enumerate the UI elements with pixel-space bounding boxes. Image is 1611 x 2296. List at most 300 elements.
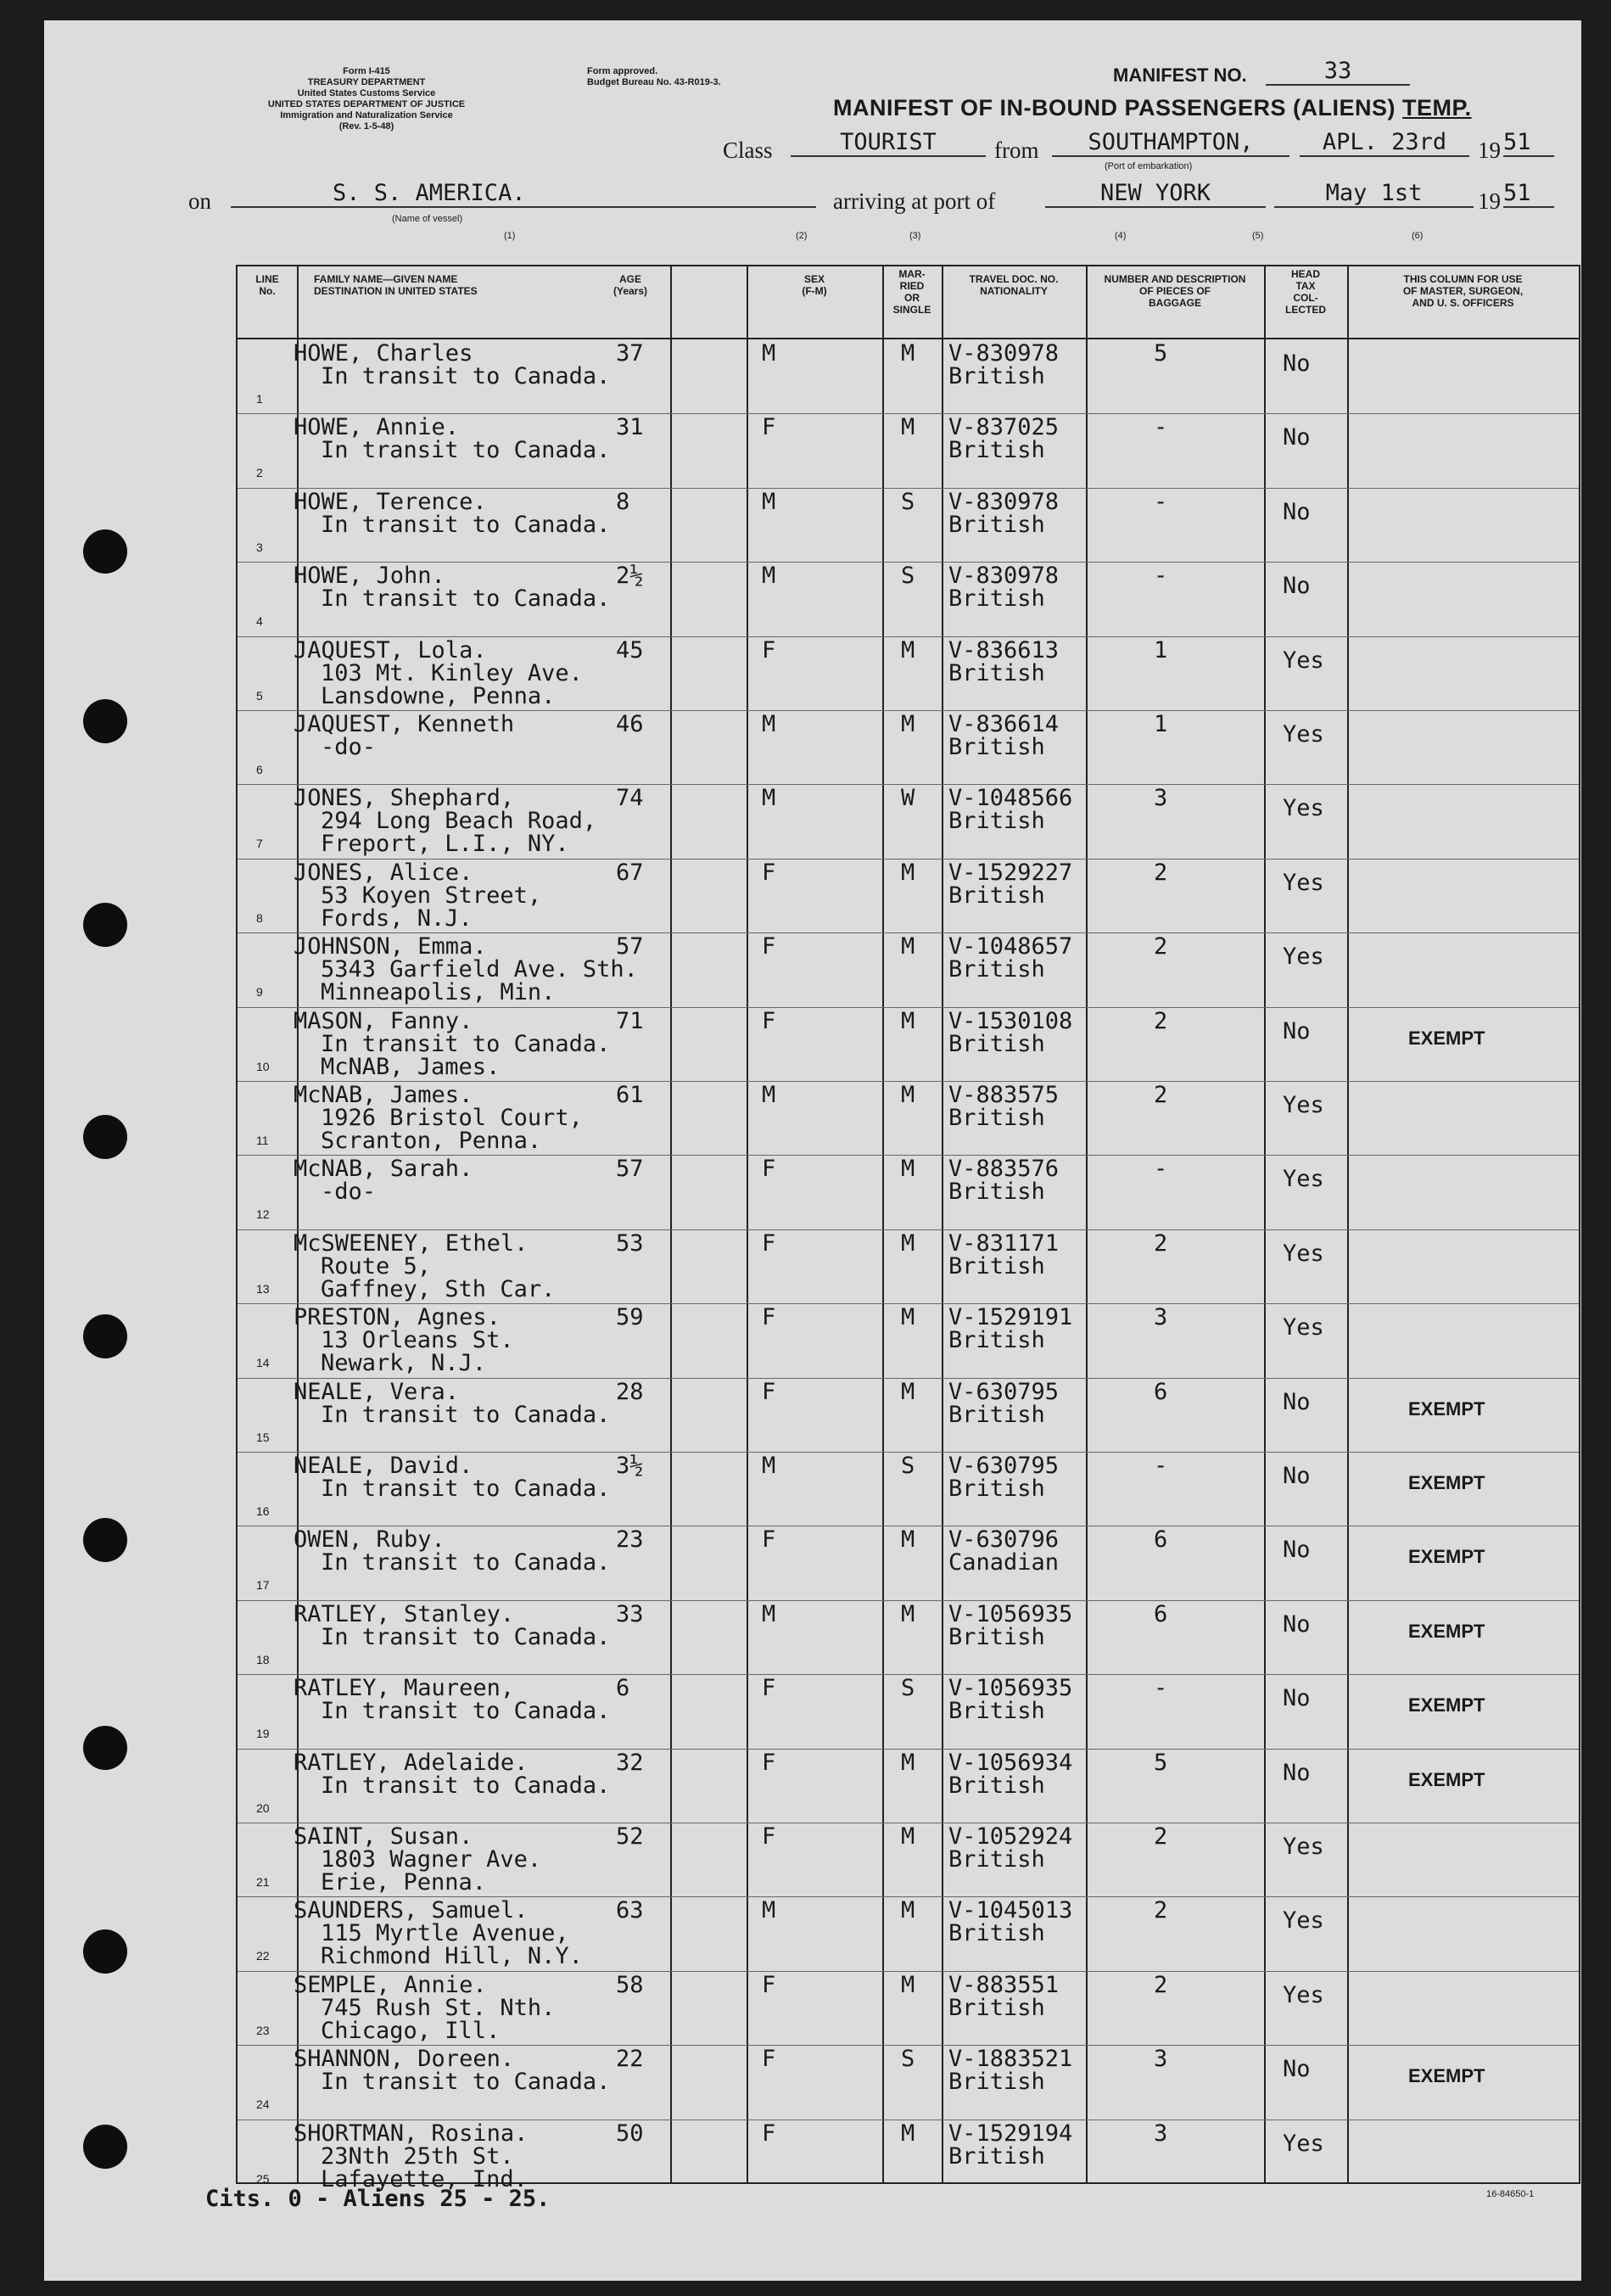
passenger-name: NEALE, David. <box>294 1453 473 1479</box>
destination-line-1: 1803 Wagner Ave. <box>321 1846 542 1873</box>
baggage-count: - <box>1154 563 1168 590</box>
destination-line-1: 103 Mt. Kinley Ave. <box>321 659 583 686</box>
destination-line-1: In transit to Canada. <box>321 1772 611 1799</box>
line-number: 14 <box>256 1356 270 1370</box>
arrival-date: May 1st <box>1274 180 1474 208</box>
head-tax: No <box>1283 1759 1311 1786</box>
head-tax: No <box>1283 2056 1311 2083</box>
destination-line-2: Chicago, Ill. <box>321 2017 501 2044</box>
destination-line-2: Gaffney, Sth Car. <box>321 1275 556 1302</box>
nationality: British <box>948 1994 1045 2021</box>
table-row <box>238 1896 1579 1970</box>
col-header-married: MAR- RIED OR SINGLE <box>892 268 931 316</box>
marital-status: M <box>901 1823 915 1850</box>
line-number: 12 <box>256 1207 270 1222</box>
table-row <box>238 1303 1579 1377</box>
nationality: British <box>948 734 1045 760</box>
destination-line-1: 5343 Garfield Ave. Sth. <box>321 956 638 983</box>
marital-status: M <box>901 1971 915 1998</box>
column-number-2: (2) <box>796 231 808 241</box>
destination-line-2: Erie, Penna. <box>321 1869 487 1896</box>
col-header-line: LINE No. <box>255 273 279 297</box>
age: 67 <box>616 859 644 886</box>
baggage-count: 1 <box>1154 636 1168 664</box>
travel-doc-no: V-630796 <box>948 1526 1060 1554</box>
destination-line-1: In transit to Canada. <box>321 2069 611 2096</box>
marital-status: M <box>901 414 915 441</box>
head-tax: Yes <box>1283 1981 1324 2008</box>
sex: M <box>762 563 776 590</box>
nationality: British <box>948 585 1045 613</box>
sex: M <box>762 1453 776 1479</box>
passenger-name: SAUNDERS, Samuel. <box>294 1897 529 1924</box>
line-number: 16 <box>256 1504 270 1518</box>
age: 6 <box>616 1675 630 1702</box>
sex: F <box>762 2120 776 2147</box>
marital-status: M <box>901 859 915 886</box>
age: 57 <box>616 933 644 960</box>
sex: M <box>762 711 776 737</box>
age: 63 <box>616 1897 644 1924</box>
travel-doc-no: V-1883521 <box>948 2046 1073 2073</box>
table-row <box>238 1749 1579 1823</box>
col-header-sex: SEX (F-M) <box>802 273 827 297</box>
line-number: 13 <box>256 1281 270 1296</box>
passenger-name: JAQUEST, Kenneth <box>294 711 515 737</box>
binder-hole <box>83 529 127 574</box>
col-header-name: FAMILY NAME—GIVEN NAME DESTINATION IN UNITED STATES <box>314 273 478 297</box>
passenger-name: SEMPLE, Annie. <box>294 1971 487 1998</box>
table-row <box>238 1229 1579 1303</box>
age: 46 <box>616 711 644 737</box>
travel-doc-no: V-1048657 <box>948 933 1073 960</box>
line-number: 2 <box>256 466 263 480</box>
marital-status: M <box>901 1082 915 1108</box>
manifest-page <box>44 20 1581 2281</box>
sex: F <box>762 1156 776 1183</box>
age: 58 <box>616 1971 644 1998</box>
destination-line-2: Newark, N.J. <box>321 1350 487 1377</box>
ins-service: Immigration and Naturalization Service <box>280 110 453 120</box>
travel-doc-no: V-1529194 <box>948 2120 1073 2147</box>
nationality: British <box>948 1179 1045 1206</box>
passenger-table <box>236 265 1580 2192</box>
travel-doc-no: V-836614 <box>948 711 1060 737</box>
budget-bureau: Budget Bureau No. 43-R019-3. <box>587 77 721 87</box>
binder-hole <box>83 699 127 743</box>
sex: F <box>762 1749 776 1776</box>
destination-line-1: In transit to Canada. <box>321 437 611 464</box>
destination-line-2: Minneapolis, Min. <box>321 979 556 1006</box>
sex: F <box>762 1675 776 1702</box>
on-label: on <box>188 188 211 214</box>
vessel-note: (Name of vessel) <box>392 214 463 224</box>
head-tax: No <box>1283 1017 1311 1044</box>
baggage-count: 2 <box>1154 859 1168 886</box>
baggage-count: 3 <box>1154 1304 1168 1331</box>
table-row <box>238 1526 1579 1599</box>
travel-doc-no: V-1048566 <box>948 785 1073 812</box>
head-tax: Yes <box>1283 1314 1324 1341</box>
baggage-count: 2 <box>1154 1823 1168 1850</box>
passenger-name: SHANNON, Doreen. <box>294 2046 515 2073</box>
nationality: British <box>948 437 1045 464</box>
line-number: 19 <box>256 1727 270 1741</box>
destination-line-1: In transit to Canada. <box>321 511 611 538</box>
passenger-name: HOWE, Annie. <box>294 414 460 441</box>
age: 33 <box>616 1600 644 1627</box>
table-row <box>238 1007 1579 1081</box>
sex: M <box>762 1082 776 1108</box>
baggage-count: 5 <box>1154 1749 1168 1776</box>
arrival-port: NEW YORK <box>1045 180 1266 208</box>
marital-status: S <box>901 1453 915 1479</box>
head-tax: No <box>1283 1685 1311 1712</box>
marital-status: M <box>901 1304 915 1331</box>
embarkation-date: APL. 23rd <box>1300 129 1469 157</box>
travel-doc-no: V-1056935 <box>948 1675 1073 1702</box>
age: 45 <box>616 636 644 664</box>
arrival-year: 51 <box>1503 180 1554 208</box>
sex: F <box>762 1229 776 1257</box>
embark-year: 51 <box>1503 129 1554 157</box>
sex: F <box>762 1526 776 1554</box>
column-number-1: (1) <box>504 231 516 241</box>
nationality: British <box>948 2142 1045 2170</box>
table-row <box>238 710 1579 784</box>
travel-doc-no: V-836613 <box>948 636 1060 664</box>
table-row <box>238 413 1579 487</box>
arriving-label: arriving at port of <box>833 188 996 214</box>
baggage-count: 6 <box>1154 1378 1168 1405</box>
nationality: British <box>948 956 1045 983</box>
age: 2½ <box>616 563 644 590</box>
vessel-name <box>231 180 816 208</box>
passenger-name: NEALE, Vera. <box>294 1378 460 1405</box>
marital-status: M <box>901 1526 915 1554</box>
destination-line-1: 53 Koyen Street, <box>321 882 542 909</box>
destination-line-1: In transit to Canada. <box>321 1698 611 1725</box>
sex: F <box>762 859 776 886</box>
table-row <box>238 859 1579 932</box>
destination-line-1: In transit to Canada. <box>321 363 611 389</box>
destination-line-2: McNAB, James. <box>321 1053 501 1080</box>
destination-line-1: 23Nth 25th St. <box>321 2142 514 2170</box>
sex: F <box>762 414 776 441</box>
sex: F <box>762 636 776 664</box>
head-tax: No <box>1283 1388 1311 1415</box>
travel-doc-no: V-830978 <box>948 488 1060 515</box>
destination-line-2: Fords, N.J. <box>321 904 473 932</box>
passenger-name: McNAB, Sarah. <box>294 1156 473 1183</box>
table-row <box>238 1378 1579 1452</box>
column-number-6: (6) <box>1412 231 1424 241</box>
line-number: 10 <box>256 1059 270 1073</box>
marital-status: S <box>901 2046 915 2073</box>
line-number: 7 <box>256 837 263 851</box>
line-number: 23 <box>256 2023 270 2037</box>
age: 50 <box>616 2120 644 2147</box>
sex: M <box>762 785 776 812</box>
officer-note: EXEMPT <box>1408 1620 1485 1642</box>
sex: F <box>762 1304 776 1331</box>
officer-note: EXEMPT <box>1408 1472 1485 1493</box>
nationality: British <box>948 1623 1045 1650</box>
head-tax: No <box>1283 424 1311 451</box>
travel-doc-no: V-1052924 <box>948 1823 1073 1850</box>
column-number-3: (3) <box>909 231 921 241</box>
destination-line-1: In transit to Canada. <box>321 1030 611 1057</box>
class-value: TOURIST <box>791 129 986 157</box>
binder-hole <box>83 903 127 947</box>
marital-status: M <box>901 1600 915 1627</box>
manifest-title-suffix: TEMP. <box>1402 95 1472 120</box>
travel-doc-no: V-830978 <box>948 340 1060 367</box>
baggage-count: 2 <box>1154 1897 1168 1924</box>
binder-hole <box>83 1726 127 1770</box>
destination-line-1: -do- <box>321 734 377 760</box>
table-row <box>238 339 1579 413</box>
nationality: British <box>948 808 1045 835</box>
baggage-count: 2 <box>1154 1971 1168 1998</box>
approval-block <box>587 66 721 88</box>
nationality: British <box>948 1698 1045 1725</box>
age: 74 <box>616 785 644 812</box>
officer-note: EXEMPT <box>1408 1027 1485 1049</box>
vessel-name-text: S. S. AMERICA. <box>333 180 526 206</box>
baggage-count: - <box>1154 488 1168 515</box>
sex: F <box>762 1378 776 1405</box>
baggage-count: 3 <box>1154 2046 1168 2073</box>
treasury-dept: TREASURY DEPARTMENT <box>307 77 426 87</box>
line-number: 25 <box>256 2171 270 2186</box>
passenger-name: McSWEENEY, Ethel. <box>294 1229 529 1257</box>
passenger-name: JAQUEST, Lola. <box>294 636 487 664</box>
marital-status: M <box>901 711 915 737</box>
binder-hole <box>83 2125 127 2169</box>
marital-status: S <box>901 1675 915 1702</box>
head-tax: Yes <box>1283 721 1324 748</box>
destination-line-2: Lansdowne, Penna. <box>321 682 556 709</box>
officer-note: EXEMPT <box>1408 1546 1485 1568</box>
age: 22 <box>616 2046 644 2073</box>
head-tax: Yes <box>1283 2130 1324 2157</box>
age: 3½ <box>616 1453 644 1479</box>
table-row <box>238 784 1579 858</box>
nationality: British <box>948 1476 1045 1502</box>
manifest-no-value: 33 <box>1266 58 1410 86</box>
travel-doc-no: V-883551 <box>948 1971 1060 1998</box>
head-tax: Yes <box>1283 1092 1324 1118</box>
passenger-name: RATLEY, Adelaide. <box>294 1749 529 1776</box>
baggage-count: - <box>1154 1675 1168 1702</box>
marital-status: W <box>901 785 915 812</box>
passenger-name: OWEN, Ruby. <box>294 1526 445 1554</box>
nationality: British <box>948 2069 1045 2096</box>
customs-service: United States Customs Service <box>297 88 436 98</box>
from-value: SOUTHAMPTON, <box>1052 129 1289 157</box>
destination-line-1: In transit to Canada. <box>321 585 611 613</box>
passenger-name: SAINT, Susan. <box>294 1823 473 1850</box>
nationality: British <box>948 1327 1045 1354</box>
destination-line-1: -do- <box>321 1179 377 1206</box>
nationality: British <box>948 363 1045 389</box>
table-row <box>238 932 1579 1006</box>
line-number: 20 <box>256 1800 270 1815</box>
manifest-title-text: MANIFEST OF IN-BOUND PASSENGERS (ALIENS) <box>833 95 1396 120</box>
baggage-count: 5 <box>1154 340 1168 367</box>
head-tax: Yes <box>1283 647 1324 674</box>
age: 71 <box>616 1007 644 1034</box>
baggage-count: - <box>1154 1156 1168 1183</box>
agency-block <box>188 66 545 132</box>
line-number: 22 <box>256 1949 270 1963</box>
binder-hole <box>83 1115 127 1159</box>
officer-note: EXEMPT <box>1408 1397 1485 1420</box>
table-row <box>238 1674 1579 1748</box>
nationality: British <box>948 1252 1045 1280</box>
baggage-count: 3 <box>1154 2120 1168 2147</box>
passenger-name: MASON, Fanny. <box>294 1007 473 1034</box>
travel-doc-no: V-883575 <box>948 1082 1060 1108</box>
destination-line-1: 115 Myrtle Avenue, <box>321 1920 569 1947</box>
manifest-no-label: MANIFEST NO. <box>1113 64 1247 86</box>
line-number: 9 <box>256 985 263 1000</box>
line-number: 18 <box>256 1652 270 1666</box>
baggage-count: 6 <box>1154 1526 1168 1554</box>
head-tax: Yes <box>1283 1834 1324 1860</box>
destination-line-1: 13 Orleans St. <box>321 1327 514 1354</box>
baggage-count: 6 <box>1154 1600 1168 1627</box>
sex: M <box>762 488 776 515</box>
col-header-age: AGE (Years) <box>613 273 648 297</box>
print-code: 16-84650-1 <box>1486 2189 1535 2199</box>
passenger-name: McNAB, James. <box>294 1082 473 1108</box>
nationality: British <box>948 1846 1045 1873</box>
head-tax: No <box>1283 1463 1311 1489</box>
travel-doc-no: V-1530108 <box>948 1007 1073 1034</box>
nationality: British <box>948 659 1045 686</box>
form-number: Form I-415 <box>343 66 390 76</box>
passenger-name: SHORTMAN, Rosina. <box>294 2120 529 2147</box>
arrival-year-prefix: 19 <box>1478 188 1501 214</box>
sex: F <box>762 1823 776 1850</box>
table-row <box>238 1600 1579 1674</box>
travel-doc-no: V-1529227 <box>948 859 1073 886</box>
destination-line-1: In transit to Canada. <box>321 1401 611 1428</box>
age: 32 <box>616 1749 644 1776</box>
age: 37 <box>616 340 644 367</box>
baggage-count: - <box>1154 414 1168 441</box>
head-tax: No <box>1283 573 1311 600</box>
passenger-name: RATLEY, Maureen, <box>294 1675 515 1702</box>
head-tax: Yes <box>1283 795 1324 822</box>
head-tax: No <box>1283 498 1311 525</box>
destination-line-1: In transit to Canada. <box>321 1476 611 1502</box>
line-number: 3 <box>256 540 263 554</box>
nationality: Canadian <box>948 1549 1060 1576</box>
passenger-name: HOWE, John. <box>294 563 445 590</box>
passenger-name: JONES, Alice. <box>294 859 473 886</box>
head-tax: No <box>1283 350 1311 377</box>
officer-note: EXEMPT <box>1408 2065 1485 2087</box>
travel-doc-no: V-837025 <box>948 414 1060 441</box>
destination-line-1: 1926 Bristol Court, <box>321 1105 583 1131</box>
marital-status: M <box>901 1897 915 1924</box>
table-row <box>238 2120 1579 2193</box>
col-header-officers: THIS COLUMN FOR USE OF MASTER, SURGEON, AND U. S. OFFICERS <box>1402 273 1524 309</box>
sex: M <box>762 340 776 367</box>
nationality: British <box>948 1920 1045 1947</box>
age: 61 <box>616 1082 644 1108</box>
line-number: 11 <box>256 1134 269 1147</box>
sex: M <box>762 1897 776 1924</box>
baggage-count: 2 <box>1154 933 1168 960</box>
nationality: British <box>948 1105 1045 1131</box>
table-row <box>238 1155 1579 1229</box>
table-row <box>238 1823 1579 1896</box>
line-number: 21 <box>256 1875 270 1889</box>
officer-note: EXEMPT <box>1408 1768 1485 1790</box>
age: 57 <box>616 1156 644 1183</box>
age: 53 <box>616 1229 644 1257</box>
binder-hole <box>83 1314 127 1358</box>
passenger-name: HOWE, Terence. <box>294 488 487 515</box>
age: 28 <box>616 1378 644 1405</box>
passenger-name: RATLEY, Stanley. <box>294 1600 515 1627</box>
marital-status: S <box>901 488 915 515</box>
line-number: 17 <box>256 1578 270 1593</box>
table-row <box>238 562 1579 636</box>
totals-line: Cits. 0 - Aliens 25 - 25. <box>205 2186 551 2212</box>
marital-status: M <box>901 1007 915 1034</box>
line-number: 1 <box>256 392 263 406</box>
marital-status: M <box>901 1229 915 1257</box>
baggage-count: 3 <box>1154 785 1168 812</box>
marital-status: M <box>901 2120 915 2147</box>
destination-line-2: Freport, L.I., NY. <box>321 831 569 858</box>
baggage-count: 1 <box>1154 711 1168 737</box>
marital-status: M <box>901 340 915 367</box>
baggage-count: 2 <box>1154 1007 1168 1034</box>
head-tax: Yes <box>1283 944 1324 971</box>
marital-status: S <box>901 563 915 590</box>
nationality: British <box>948 511 1045 538</box>
age: 23 <box>616 1526 644 1554</box>
baggage-count: 2 <box>1154 1082 1168 1108</box>
nationality: British <box>948 882 1045 909</box>
table-row <box>238 1081 1579 1155</box>
justice-dept: UNITED STATES DEPARTMENT OF JUSTICE <box>267 99 466 109</box>
passenger-name: HOWE, Charles <box>294 340 473 367</box>
line-number: 24 <box>256 2097 270 2112</box>
marital-status: M <box>901 933 915 960</box>
age: 52 <box>616 1823 644 1850</box>
binder-hole <box>83 1518 127 1562</box>
nationality: British <box>948 1772 1045 1799</box>
embark-note: (Port of embarkation) <box>1105 161 1193 171</box>
sex: F <box>762 1971 776 1998</box>
sex: F <box>762 2046 776 2073</box>
table-row <box>238 1971 1579 2045</box>
table-row <box>238 1452 1579 1526</box>
age: 31 <box>616 414 644 441</box>
col-header-travel-doc: TRAVEL DOC. NO. NATIONALITY <box>969 273 1059 297</box>
sex: F <box>762 1007 776 1034</box>
destination-line-1: 745 Rush St. Nth. <box>321 1994 556 2021</box>
marital-status: M <box>901 636 915 664</box>
table-row <box>238 636 1579 710</box>
